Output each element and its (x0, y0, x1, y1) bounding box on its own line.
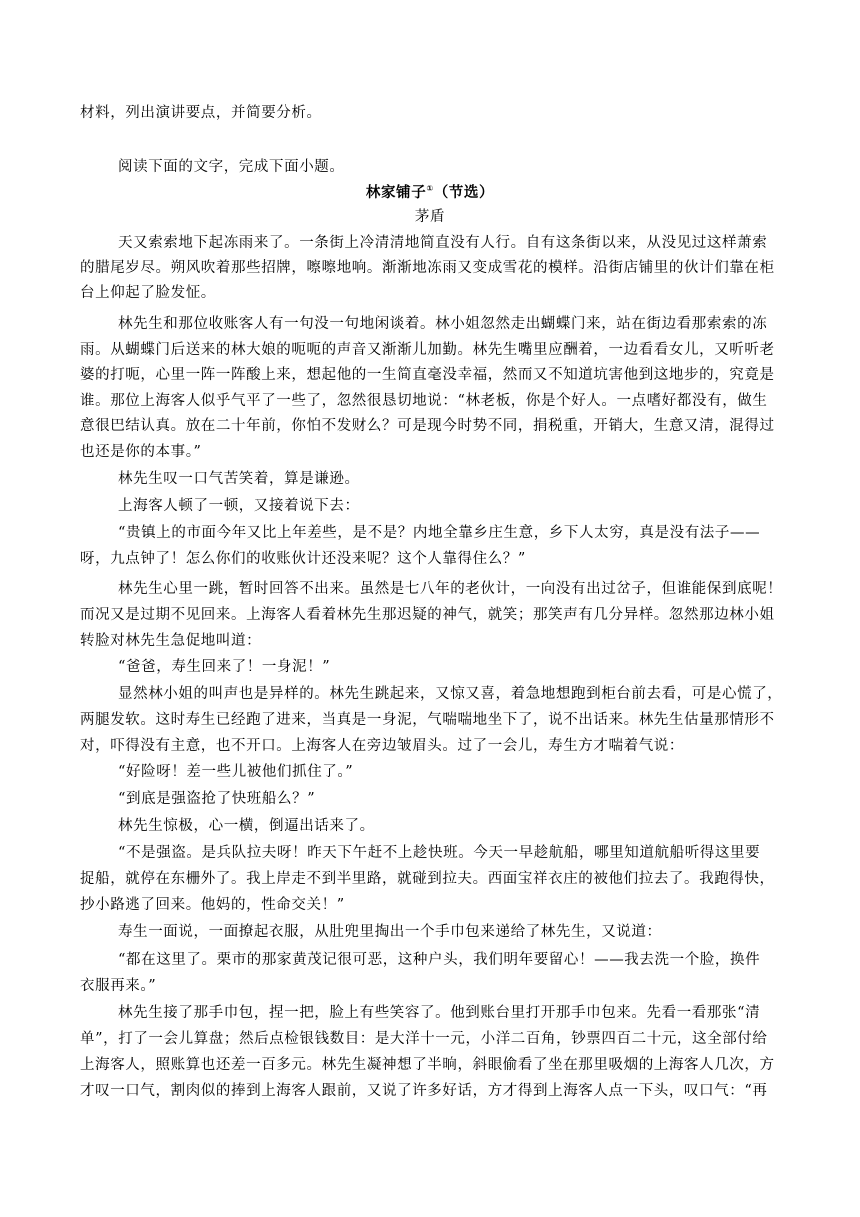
body-line: 也还是你的本事。” (80, 444, 202, 460)
body-line: 捉船，就停在东栅外了。我上岸走不到半里路，就碰到拉夫。西面宝祥衣庄的被他们拉去了。我跑得快， (80, 871, 775, 887)
article-title (0, 183, 860, 203)
body-line: “好险呀！差一些儿被他们抓住了。” (118, 764, 354, 780)
article-title-text: 林家铺子 (365, 185, 427, 201)
intro-line-2: 阅读下面的文字，完成下面小题。 (118, 159, 345, 175)
body-line: 两腿发软。这时寿生已经跑了进来，当真是一身泥，气喘喘地坐下了，说不出话来。林先生估量那情形不 (80, 712, 775, 728)
body-line: 寿生一面说，一面撩起衣服，从肚兜里掏出一个手巾包来递给了林先生，又说道： (118, 924, 662, 940)
body-line: 林先生和那位收账客人有一句没一句地闲谈着。林小姐忽然走出蝴蝶门来，站在街边看那索索的冻 (118, 316, 768, 332)
body-line: 对，吓得没有主意，也不开口。上海客人在旁边皱眉头。过了一会儿，寿生方才喘着气说： (80, 738, 684, 754)
body-line: 雨。从蝴蝶门后送来的林大娘的呃呃的声音又渐渐儿加勤。林先生嘴里应酬着，一边看看女儿，又听听老 (80, 342, 775, 358)
body-line: 才叹一口气，割肉似的捧到上海客人跟前，又说了许多好话，方才得到上海客人点一下头，叹口气：“再 (80, 1083, 768, 1099)
body-line: 林先生心里一跳，暂时回答不出来。虽然是七八年的老伙计，一向没有出过岔子，但谁能保到底呢！ (118, 581, 783, 597)
body-line: 呀，九点钟了！怎么你们的收账伙计还没来呢？这个人靠得住么？” (80, 551, 526, 567)
body-line: 台上仰起了脸发怔。 (80, 285, 216, 301)
body-line: 林先生惊极，心一横，倒逼出话来了。 (118, 818, 375, 834)
body-line: 意很巴结认真。放在二十年前，你怕不发财么？可是现今时势不同，捐税重，开销大，生意又清，混得过 (80, 418, 775, 434)
body-line: 谁。那位上海客人似乎气平了一些了，忽然很恳切地说：“林老板，你是个好人。一点嗜好都没有，做生 (80, 393, 768, 409)
body-line: 显然林小姐的叫声也是异样的。林先生跳起来，又惊又喜，着急地想跑到柜台前去看，可是心慌了， (118, 686, 783, 702)
body-line: 林先生叹一口气苦笑着，算是谦逊。 (118, 471, 360, 487)
body-line: 上海客人，照账算也还差一百多元。林先生凝神想了半晌，斜眼偷看了坐在那里吸烟的上海客人几次，方 (80, 1057, 775, 1073)
footnote-marker: ① (426, 184, 434, 194)
body-line: “到底是强盗抢了快班船么？” (118, 791, 316, 807)
article-author: 茅盾 (414, 209, 446, 225)
body-line: 婆的打呃，心里一阵一阵酸上来，想起他的一生简直毫没幸福，然而又不知道坑害他到这地步的，究竟是 (80, 367, 775, 383)
body-line: “都在这里了。栗市的那家黄茂记很可恶，这种户头，我们明年要留心！——我去洗一个脸，换件 (118, 952, 761, 968)
article-title-suffix: （节选） (433, 185, 495, 201)
body-line: 林先生接了那手巾包，捏一把，脸上有些笑容了。他到账台里打开那手巾包来。先看一看那张“清 (118, 1005, 761, 1021)
body-line: 转脸对林先生急促地叫道： (80, 633, 262, 649)
body-line: 而况又是过期不见回来。上海客人看着林先生那迟疑的神气，就笑；那笑声有几分异样。忽然那边林小姐 (80, 607, 775, 623)
intro-line-1: 材料，列出演讲要点，并简要分析。 (80, 105, 322, 121)
body-line: 单”，打了一会儿算盘；然后点检银钱数目：是大洋十一元，小洋二百角，钞票四百二十元，这全部付给 (80, 1031, 768, 1047)
body-line: “贵镇上的市面今年又比上年差些，是不是？内地全靠乡庄生意，乡下人太穷，真是没有法子—— (118, 525, 761, 541)
body-line: “不是强盗。是兵队拉夫呀！昨天下午赶不上趁快班。今天一早趁航船，哪里知道航船听得这里要 (118, 845, 761, 861)
body-line: 上海客人顿了一顿，又接着说下去： (118, 498, 360, 514)
body-line: “爸爸，寿生回来了！一身泥！” (118, 659, 331, 675)
body-line: 衣服再来。” (80, 978, 157, 994)
body-line: 的腊尾岁尽。朔风吹着那些招牌，嚓嚓地响。渐渐地冻雨又变成雪花的模样。沿街店铺里的伙计们靠在柜 (80, 260, 775, 276)
body-line: 天又索索地下起冻雨来了。一条街上冷清清地简直没有人行。自有这条街以来，从没见过这样萧索 (118, 235, 768, 251)
body-line: 抄小路逃了回来。他妈的，性命交关！” (80, 897, 345, 913)
